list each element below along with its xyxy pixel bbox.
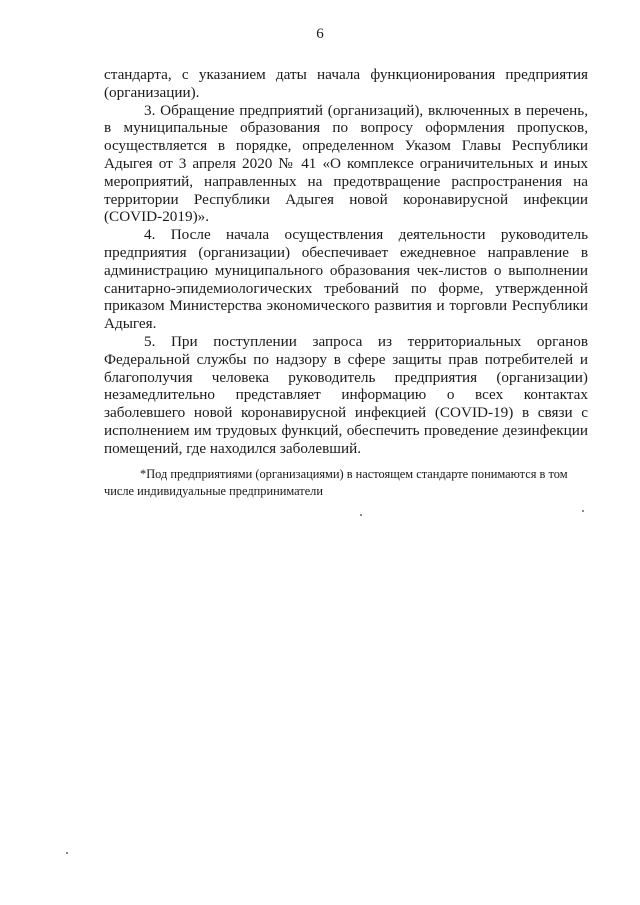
paragraph-item-4: 4. После начала осуществления деятельности руководитель предприятия (организации) обеспечивает ежедневное направление в администрацию муниципального образования чек-листов о выполнении санитарно-эпидемиологических требований по форме, утвержденной приказом Министерства экономического развития и торговли Республики Адыгея.	[104, 226, 588, 333]
paragraph-continuation: стандарта, с указанием даты начала функционирования предприятия (организации).	[104, 66, 588, 101]
page-number: 6	[316, 26, 324, 42]
scan-speck	[360, 514, 362, 516]
document-body	[104, 66, 588, 458]
footnote: *Под предприятиями (организациями) в настоящем стандарте понимаются в том числе индивидуальные предприниматели	[104, 467, 568, 498]
paragraph-item-3: 3. Обращение предприятий (организаций), включенных в перечень, в муниципальные образования по вопросу оформления пропусков, осуществляется в порядке, определенном Указом Главы Республики Адыгея от 3 апреля 2020 № 41 «О комплексе ограничительных и иных мероприятий, направленных на предотвращение распространения на территории Республики Адыгея новой коронавирусной инфекции (COVID-2019)».	[104, 101, 588, 226]
scan-speck	[66, 852, 68, 854]
paragraph-item-5: 5. При поступлении запроса из территориальных органов Федеральной службы по надзору в сфере защиты прав потребителей и благополучия человека руководитель предприятия (организации) незамедлительно представляет информацию о всех контактах заболевшего новой коронавирусной инфекцией (COVID-19) в связи с исполнением им трудовых функций, обеспечить проведение дезинфекции помещений, где находился заболевший.	[104, 332, 588, 457]
scan-speck	[582, 510, 584, 512]
